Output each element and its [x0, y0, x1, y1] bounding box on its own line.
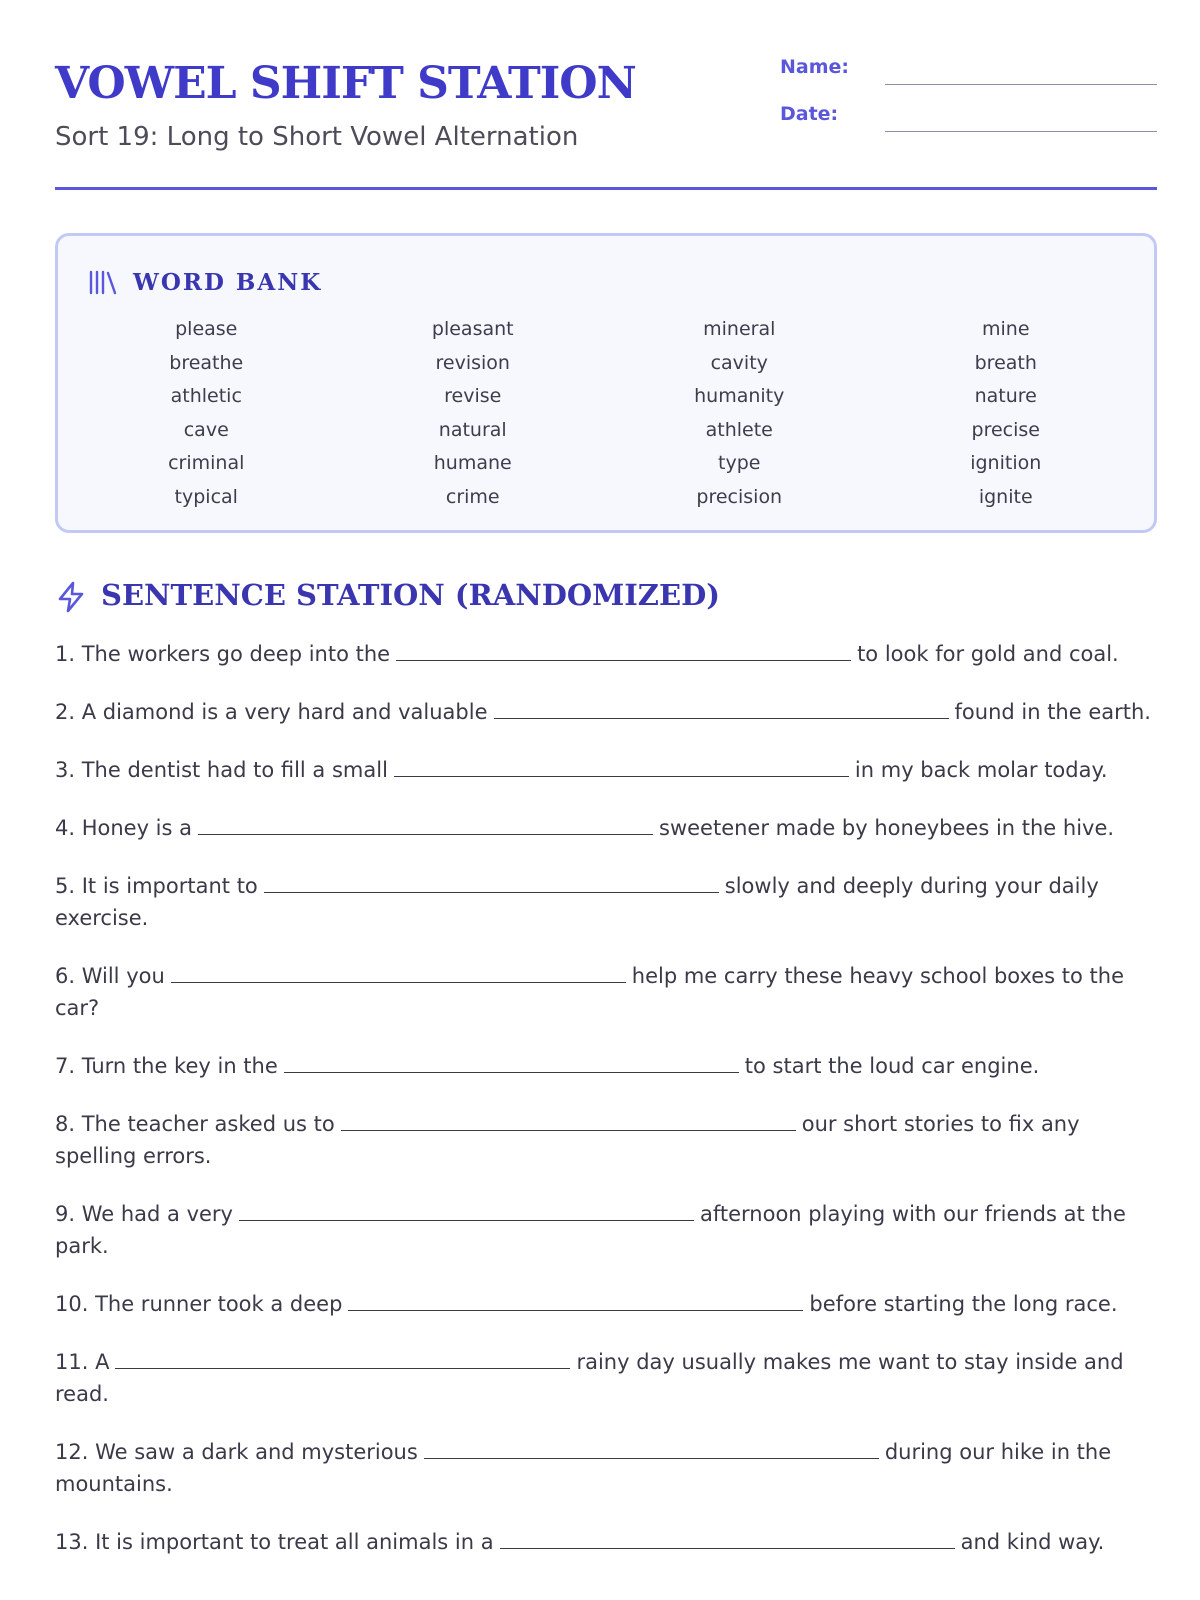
- word-bank-word: mineral: [703, 318, 776, 340]
- word-bank-word: natural: [438, 418, 507, 441]
- sentence-item: [55, 1288, 1157, 1320]
- word-bank-word: please: [175, 318, 238, 340]
- sentence-item: [55, 1436, 1157, 1500]
- sentence-text-before: 12. We saw a dark and mysterious: [55, 1440, 418, 1464]
- answer-blank[interactable]: [115, 1346, 570, 1369]
- word-bank-grid: [73, 313, 1139, 514]
- sentence-text-after: found in the earth.: [954, 700, 1151, 724]
- sentence-item: [55, 1526, 1157, 1558]
- sentence-text-before: 7. Turn the key in the: [55, 1054, 278, 1078]
- sentence-item: [55, 754, 1157, 786]
- sentence-item: [55, 1346, 1157, 1410]
- sentence-item: [55, 1198, 1157, 1262]
- sentence-item: [55, 638, 1157, 670]
- date-row: [780, 103, 1157, 133]
- word-bank-word: breath: [974, 351, 1037, 374]
- sentence-item: [55, 870, 1157, 934]
- answer-blank[interactable]: [171, 960, 626, 983]
- sentence-text-before: 3. The dentist had to fill a small: [55, 758, 388, 782]
- sentence-section-title: SENTENCE STATION (RANDOMIZED): [101, 578, 720, 612]
- sentence-text-before: 2. A diamond is a very hard and valuable: [55, 700, 488, 724]
- sentence-item: [55, 812, 1157, 844]
- answer-blank[interactable]: [284, 1050, 739, 1073]
- answer-blank[interactable]: [396, 638, 851, 661]
- sentence-item: [55, 1050, 1157, 1082]
- sentence-text-after: to start the loud car engine.: [744, 1054, 1040, 1078]
- answer-blank[interactable]: [500, 1526, 955, 1549]
- word-bank-title: WORD BANK: [133, 269, 323, 296]
- sentence-item: [55, 1108, 1157, 1172]
- answer-blank[interactable]: [341, 1108, 796, 1131]
- sentence-text-after: sweetener made by honeybees in the hive.: [659, 816, 1115, 840]
- answer-blank[interactable]: [348, 1288, 803, 1311]
- sentence-text-before: 11. A: [55, 1350, 110, 1374]
- answer-blank[interactable]: [198, 812, 653, 835]
- sentence-text-before: 9. We had a very: [55, 1202, 233, 1226]
- sentence-text-before: 4. Honey is a: [55, 816, 193, 840]
- worksheet-header: [55, 0, 1157, 190]
- word-bank-word: revision: [435, 351, 510, 374]
- sentence-text-before: 10. The runner took a deep: [55, 1292, 343, 1316]
- word-bank-word: ignition: [970, 452, 1042, 474]
- word-bank-word: humane: [433, 452, 512, 474]
- books-icon: [88, 268, 118, 296]
- sentence-text-after: afternoon playing with our friends at the park.: [55, 1202, 1126, 1258]
- name-row: [780, 56, 1157, 86]
- sentence-item: [55, 696, 1157, 728]
- answer-blank[interactable]: [239, 1198, 694, 1221]
- word-bank-word: cavity: [710, 351, 768, 374]
- word-bank: [55, 233, 1157, 533]
- word-bank-word: revise: [444, 385, 502, 407]
- name-field[interactable]: [885, 84, 1157, 85]
- sentence-text-after: rainy day usually makes me want to stay inside and read.: [55, 1350, 1124, 1406]
- word-bank-word: typical: [174, 485, 238, 508]
- word-bank-word: athletic: [170, 385, 242, 407]
- word-bank-word: criminal: [168, 452, 245, 474]
- worksheet-title: VOWEL SHIFT STATION: [55, 58, 636, 109]
- sentence-text-after: to look for gold and coal.: [857, 642, 1119, 666]
- sentence-text-after: before starting the long race.: [809, 1292, 1118, 1316]
- lightning-bolt-icon: [55, 581, 87, 613]
- word-bank-word: breathe: [169, 351, 244, 374]
- answer-blank[interactable]: [494, 696, 949, 719]
- sentence-text-before: 8. The teacher asked us to: [55, 1112, 335, 1136]
- sentence-text-before: 5. It is important to: [55, 874, 258, 898]
- sentence-text-after: slowly and deeply during your daily exercise.: [55, 874, 1099, 930]
- word-bank-word: ignite: [978, 485, 1033, 508]
- sentence-text-after: our short stories to fix any spelling errors.: [55, 1112, 1080, 1168]
- date-field[interactable]: [885, 131, 1157, 132]
- word-bank-word: precision: [696, 485, 783, 508]
- sentence-text-before: 1. The workers go deep into the: [55, 642, 391, 666]
- word-bank-word: mine: [981, 318, 1030, 340]
- sentence-text-after: and kind way.: [960, 1530, 1105, 1554]
- sentence-text-before: 13. It is important to treat all animals in a: [55, 1530, 494, 1554]
- date-label: Date:: [780, 103, 839, 125]
- sentence-text-after: in my back molar today.: [854, 758, 1108, 782]
- word-bank-word: nature: [974, 385, 1037, 407]
- sentence-text-before: 6. Will you: [55, 964, 165, 988]
- word-bank-word: pleasant: [431, 318, 514, 340]
- answer-blank[interactable]: [264, 870, 719, 893]
- word-bank-word: humanity: [694, 385, 785, 407]
- sentence-list: [55, 638, 1157, 1584]
- word-bank-word: cave: [183, 418, 229, 441]
- answer-blank[interactable]: [394, 754, 849, 777]
- sentence-item: [55, 960, 1157, 1024]
- name-label: Name:: [780, 56, 850, 78]
- word-bank-word: precise: [971, 418, 1040, 441]
- word-bank-word: crime: [445, 485, 500, 508]
- word-bank-word: type: [718, 452, 761, 474]
- worksheet-subtitle: Sort 19: Long to Short Vowel Alternation: [55, 122, 579, 152]
- sentence-text-after: help me carry these heavy school boxes to the car?: [55, 964, 1125, 1020]
- answer-blank[interactable]: [424, 1436, 879, 1459]
- worksheet-page: [55, 0, 1157, 1554]
- sentence-text-after: during our hike in the mountains.: [55, 1440, 1112, 1496]
- word-bank-word: athlete: [705, 418, 773, 441]
